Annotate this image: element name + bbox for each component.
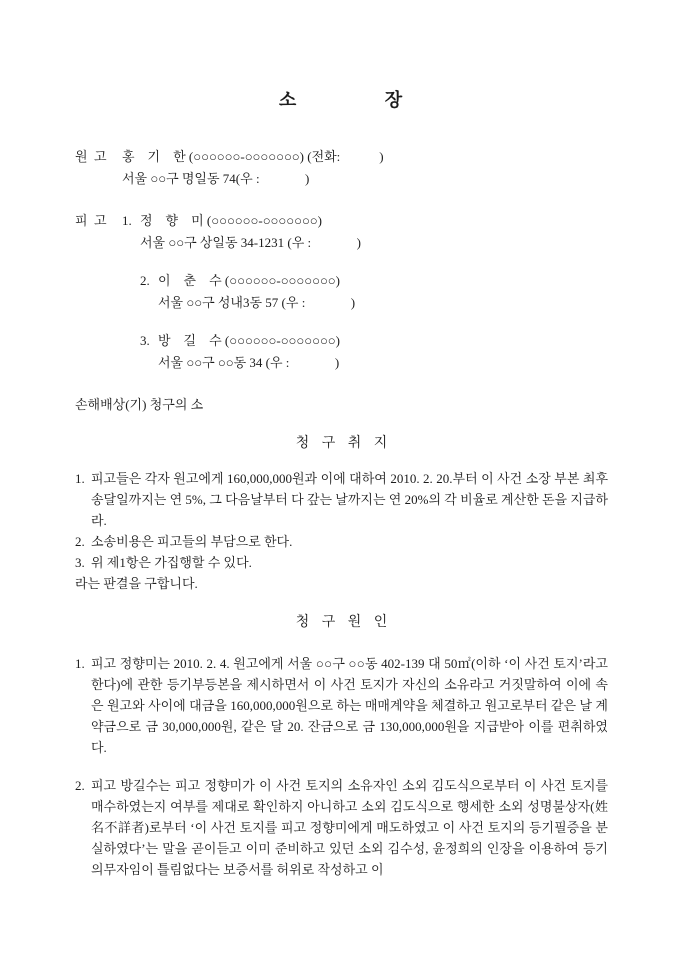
claim-1-number: 1. (75, 471, 85, 486)
defendant-3-name: 방 길 수 (○○○○○○-○○○○○○○) (158, 333, 340, 348)
cause-item-1 (75, 653, 608, 758)
cause-2-text: 피고 방길수는 피고 정향미가 이 사건 토지의 소유자인 소외 김도식으로부터 이 사건 토지를 매수하였는지 여부를 제대로 확인하지 아니하고 소외 김도식으로 행세한 소외 성명불상자(姓名不詳者)로부터 ‘이 사건 토지를 피고 정향미에게 매도하였고 이 사건 토지의 등기필증을 분실하였다’는 말을 곧이듣고 이미 준비하고 있던 소외 김수성, 윤정희의 인장을 이용하여 등기의무자임이 틀림없다는 보증서를 허위로 작성하고 이 (91, 778, 608, 877)
defendant-block-3 (140, 330, 608, 374)
claim-item-1 (75, 468, 608, 531)
cause-heading: 청 구 원 인 (295, 615, 388, 630)
defendant-block-2 (140, 270, 608, 314)
defendant-label: 피 고 (75, 213, 107, 228)
cause-item-2 (75, 775, 608, 880)
claim-2-text: 소송비용은 피고들의 부담으로 한다. (91, 534, 293, 549)
plaintiff-name: 홍 기 한 (○○○○○○-○○○○○○○) (전화: ) (122, 149, 384, 164)
defendant-2-name: 이 춘 수 (○○○○○○-○○○○○○○) (158, 273, 340, 288)
defendant-2-number: 2. (140, 273, 150, 288)
defendant-1-name: 정 향 미 (○○○○○○-○○○○○○○) (140, 213, 322, 228)
claim-item-3 (75, 552, 608, 573)
plaintiff-address: 서울 ○○구 명일동 74(우 : ) (122, 171, 310, 186)
defendant-block-1 (75, 210, 608, 254)
claims-section (75, 468, 608, 594)
claim-item-2 (75, 531, 608, 552)
defendant-3-name-line (140, 330, 608, 352)
claim-1-text: 피고들은 각자 원고에게 160,000,000원과 이에 대하여 2010. 2. 20.부터 이 사건 소장 부본 최후송달일까지는 연 5%, 그 다음날부터 다 갚는 날까지는 연 20%의 각 비율로 계산한 돈을 지급하라. (91, 471, 608, 528)
claim-3-number: 3. (75, 555, 85, 570)
cause-1-text: 피고 정향미는 2010. 2. 4. 원고에게 서울 ○○구 ○○동 402-139 대 50㎡(이하 ‘이 사건 토지’라고 한다)에 관한 등기부등본을 제시하면서 이 사건 토지가 자신의 소유라고 거짓말하여 이에 속은 원고와 사이에 대금을 160,000,000원으로 하는 매매계약을 체결하고 원고로부터 같은 날 계약금으로 금 30,000,000원, 같은 달 20. 잔금으로 금 130,000,000원을 지급받아 이를 편취하였다. (91, 656, 608, 755)
defendant-1-name-line (75, 210, 608, 232)
defendant-1-number: 1. (122, 213, 132, 228)
cause-2-number: 2. (75, 778, 85, 793)
defendant-1-address: 서울 ○○구 상일동 34-1231 (우 : ) (140, 235, 361, 250)
case-name: 손해배상(기) 청구의 소 (75, 397, 204, 412)
defendant-3-number: 3. (140, 333, 150, 348)
claim-3-text: 위 제1항은 가집행할 수 있다. (91, 555, 252, 570)
document-title: 소 장 (278, 90, 405, 110)
claim-heading: 청 구 취 지 (295, 436, 388, 451)
defendant-2-name-line (140, 270, 608, 292)
defendant-2-address: 서울 ○○구 성내3동 57 (우 : ) (158, 295, 356, 310)
cause-1-number: 1. (75, 656, 85, 671)
claims-footer: 라는 판결을 구합니다. (75, 576, 198, 591)
causes-section (75, 653, 608, 880)
defendant-3-address: 서울 ○○구 ○○동 34 (우 : ) (158, 355, 340, 370)
parties-section (75, 146, 608, 374)
plaintiff-label: 원 고 (75, 149, 107, 164)
plaintiff-name-line (75, 146, 608, 168)
plaintiff-block (75, 146, 608, 190)
claim-2-number: 2. (75, 534, 85, 549)
